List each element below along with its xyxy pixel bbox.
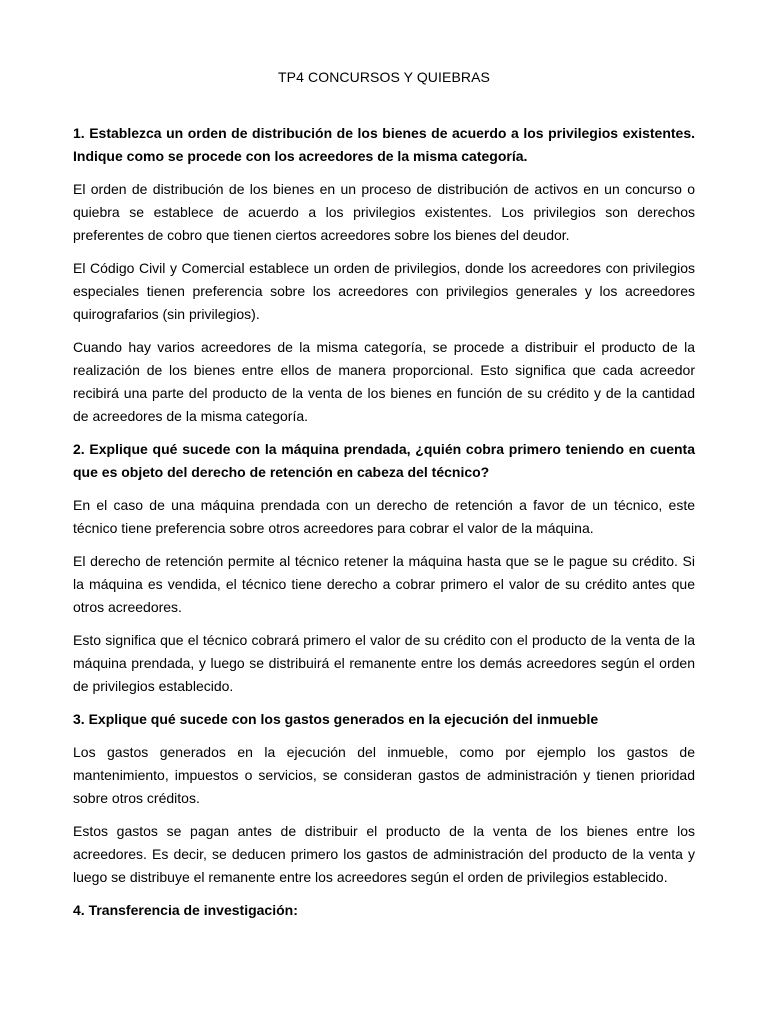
answer-paragraph: Cuando hay varios acreedores de la misma categoría, se procede a distribuir el producto de la realización de los bienes entre ellos de manera proporcional. Esto significa que cada acreedor recibirá una parte del producto de la venta de los bienes en función de su crédito y de la cantidad de acreedores de la misma categoría.: [73, 339, 695, 424]
section-3: [73, 708, 695, 889]
answer-paragraph: El orden de distribución de los bienes en un proceso de distribución de activos en un concurso o quiebra se establece de acuerdo a los privilegios existentes. Los privilegios son derechos preferentes de cobro que tienen ciertos acreedores sobre los bienes del deudor.: [73, 181, 695, 243]
answer-paragraph: En el caso de una máquina prendada con un derecho de retención a favor de un técnico, este técnico tiene preferencia sobre otros acreedores para cobrar el valor de la máquina.: [73, 497, 695, 536]
section-4: [73, 899, 695, 922]
answer-paragraph: El derecho de retención permite al técnico retener la máquina hasta que se le pague su crédito. Si la máquina es vendida, el técnico tiene derecho a cobrar primero el valor de su crédito antes que otros acreedores.: [73, 553, 695, 615]
question-3: 3. Explique qué sucede con los gastos generados en la ejecución del inmueble: [73, 711, 599, 727]
question-4: 4. Transferencia de investigación:: [73, 902, 298, 918]
section-2: [73, 438, 695, 698]
section-1: [73, 122, 695, 428]
answer-paragraph: Esto significa que el técnico cobrará primero el valor de su crédito con el producto de la venta de la máquina prendada, y luego se distribuirá el remanente entre los demás acreedores según el orden de privilegios establecido.: [73, 632, 695, 694]
question-1: 1. Establezca un orden de distribución de los bienes de acuerdo a los privilegios existentes. Indique como se procede con los acreedores de la misma categoría.: [73, 125, 695, 164]
document-title: TP4 CONCURSOS Y QUIEBRAS: [278, 69, 490, 85]
document-body: [73, 66, 695, 932]
answer-paragraph: Estos gastos se pagan antes de distribuir el producto de la venta de los bienes entre los acreedores. Es decir, se deducen primero los gastos de administración del producto de la venta y luego se distribuye el remanente entre los acreedores según el orden de privilegios establecido.: [73, 823, 695, 885]
answer-paragraph: Los gastos generados en la ejecución del inmueble, como por ejemplo los gastos de mantenimiento, impuestos o servicios, se consideran gastos de administración y tienen prioridad sobre otros créditos.: [73, 744, 695, 806]
question-2: 2. Explique qué sucede con la máquina prendada, ¿quién cobra primero teniendo en cuenta que es objeto del derecho de retención en cabeza del técnico?: [73, 441, 695, 480]
answer-paragraph: El Código Civil y Comercial establece un orden de privilegios, donde los acreedores con privilegios especiales tienen preferencia sobre los acreedores con privilegios generales y los acreedores quirografarios (sin privilegios).: [73, 260, 695, 322]
